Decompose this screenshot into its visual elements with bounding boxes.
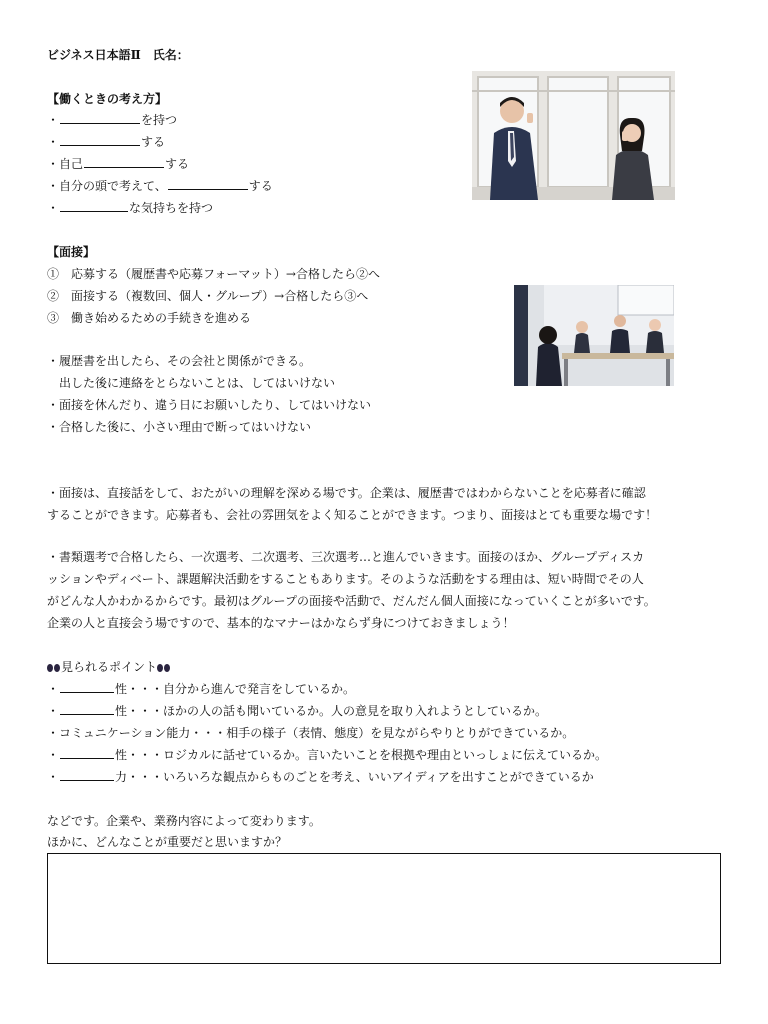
work-item-4 xyxy=(47,177,273,195)
selection-paragraph xyxy=(47,546,727,634)
points-heading xyxy=(47,658,171,676)
paragraph-line: がどんな人かわかるからです。最初はグループの面接や活動で、だんだん個人面接になっていくことが多いです。 xyxy=(47,594,656,608)
point-item-3 xyxy=(47,724,574,742)
fill-blank[interactable] xyxy=(60,768,114,781)
point-suffix: 性・・・ロジカルに話せているか。言いたいことを根拠や理由といっしょに伝えているか。 xyxy=(115,748,608,762)
work-item-suffix: する xyxy=(141,135,166,149)
point-item-4 xyxy=(47,746,607,764)
work-item-5 xyxy=(47,199,213,217)
paragraph-line: ッションやディベート、課題解決活動をすることもあります。そのような活動をする理由は、短い時間でその人 xyxy=(47,572,644,586)
fill-blank[interactable] xyxy=(60,680,114,693)
work-item-2 xyxy=(47,133,165,151)
eyes-icon xyxy=(47,663,61,673)
interview-step: ③ 働き始めるための手続きを進める xyxy=(47,311,252,325)
point-prefix: ・ xyxy=(47,704,60,718)
point-suffix: 性・・・ほかの人の話も聞いているか。人の意見を取り入れようとしているか。 xyxy=(115,704,548,718)
worksheet-title: ビジネス日本語Ⅱ 氏名： xyxy=(47,48,189,62)
office-photo xyxy=(472,71,675,200)
interview-note: ・面接を休んだり、違う日にお願いしたり、してはいけない xyxy=(47,398,372,412)
answer-box[interactable] xyxy=(47,853,721,964)
point-prefix: ・ xyxy=(47,748,60,762)
fill-blank[interactable] xyxy=(84,155,164,168)
work-item-1 xyxy=(47,111,177,129)
point-item-5 xyxy=(47,768,594,786)
fill-blank[interactable] xyxy=(168,177,248,190)
interview-note: 出した後に連絡をとらないことは、してはいけない xyxy=(47,376,336,390)
paragraph-line: 企業の人と直接会う場ですので、基本的なマナーはかならず身につけておきましょう！ xyxy=(47,616,515,630)
fill-blank[interactable] xyxy=(60,199,128,212)
point-item-2 xyxy=(47,702,547,720)
work-item-3 xyxy=(47,155,189,173)
office-workers-image xyxy=(472,71,675,200)
eyes-icon xyxy=(157,663,171,673)
work-item-prefix: ・ xyxy=(47,135,60,149)
interview-step: ① 応募する（履歴書や応募フォーマット）→合格したら②へ xyxy=(47,267,380,281)
work-item-suffix: する xyxy=(248,179,273,193)
point-prefix: ・ xyxy=(47,682,60,696)
interview-note: ・合格した後に、小さい理由で断ってはいけない xyxy=(47,420,312,434)
fill-blank[interactable] xyxy=(60,133,140,146)
work-item-suffix: する xyxy=(165,157,190,171)
paragraph-line: ・書類選考で合格したら、一次選考、二次選考、三次選考…と進んでいきます。面接のほか、グループディスカ xyxy=(47,550,645,564)
work-item-prefix: ・自分の頭で考えて、 xyxy=(47,179,167,193)
paragraph-line: ・面接は、直接話をして、おたがいの理解を深める場です。企業は、履歴書ではわからないことを応募者に確認 xyxy=(47,486,646,500)
work-item-prefix: ・ xyxy=(47,201,60,215)
work-heading: 【働くときの考え方】 xyxy=(47,92,168,106)
closing-line: などです。企業や、業務内容によって変わります。 xyxy=(47,814,321,828)
fill-blank[interactable] xyxy=(60,702,114,715)
interview-paragraph xyxy=(47,482,727,526)
point-suffix: 力・・・いろいろな観点からものごとを考え、いいアイディアを出すことができているか xyxy=(115,770,594,784)
fill-blank[interactable] xyxy=(60,111,140,124)
interview-heading: 【面接】 xyxy=(47,245,96,259)
interview-note: ・履歴書を出したら、その会社と関係ができる。 xyxy=(47,354,312,368)
points-heading-label: 見られるポイント xyxy=(61,660,158,674)
work-item-prefix: ・ xyxy=(47,113,60,127)
work-item-prefix: ・自己 xyxy=(47,157,84,171)
point-suffix: ・コミュニケーション能力・・・相手の様子（表情、態度）を見ながらやりとりができているか。 xyxy=(47,726,575,740)
interview-scene-image xyxy=(514,285,674,386)
interview-photo xyxy=(514,285,674,386)
point-prefix: ・ xyxy=(47,770,60,784)
point-suffix: 性・・・自分から進んで発言をしているか。 xyxy=(115,682,356,696)
work-item-suffix: な気持ちを持つ xyxy=(129,201,214,215)
work-item-suffix: を持つ xyxy=(141,113,178,127)
closing-question: ほかに、どんなことが重要だと思いますか？ xyxy=(47,835,288,849)
paragraph-line: することができます。応募者も、会社の雰囲気をよく知ることができます。つまり、面接はとても重要な場です！ xyxy=(47,508,658,522)
interview-step: ② 面接する（複数回、個人・グループ）→合格したら③へ xyxy=(47,289,369,303)
point-item-1 xyxy=(47,680,355,698)
fill-blank[interactable] xyxy=(60,746,114,759)
